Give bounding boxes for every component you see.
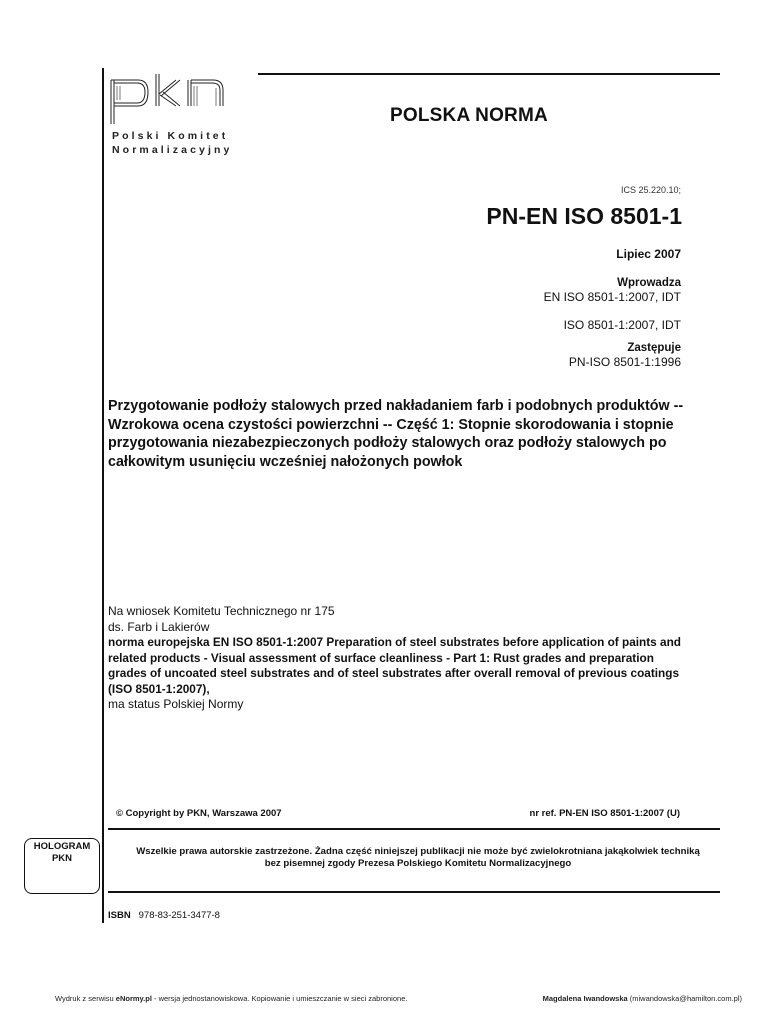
rights-rule — [108, 891, 720, 893]
request-line: Na wniosek Komitetu Technicznego nr 175 — [108, 604, 335, 618]
isbn-value: 978-83-251-3477-8 — [138, 910, 220, 921]
left-vertical-rule — [102, 68, 104, 923]
introduces-label: Wprowadza — [617, 277, 681, 289]
hologram-label: HOLOGRAM — [33, 841, 91, 852]
isbn-line — [108, 910, 220, 921]
standard-number: PN-EN ISO 8501-1 — [486, 203, 682, 229]
hologram-box — [24, 838, 100, 894]
licensee-name: Magdalena Iwandowska — [542, 994, 628, 1003]
licensee-email: (miwandowska@hamilton.com.pl) — [627, 994, 742, 1003]
ics-code: ICS 25.220.10; — [620, 185, 681, 195]
request-bold-line: norma europejska EN ISO 8501-1:2007 Preparation of steel substrates before application of paints and — [108, 635, 681, 649]
footer-print-notice — [55, 994, 407, 1003]
copyright-text: © Copyright by PKN, Warszawa 2007 — [116, 808, 282, 819]
request-bold-line: grades of uncoated steel substrates and of steel substrates after overall removal of previous coatings — [108, 666, 680, 680]
footer-suffix: - wersja jednostanowiskowa. Kopiowanie i umieszczanie w sieci zabronione. — [151, 994, 408, 1003]
logo-text-line2: Normalizacyjny — [112, 144, 233, 156]
request-line: ds. Farb i Lakierów — [108, 619, 210, 634]
request-line: ma status Polskiej Normy — [108, 697, 244, 711]
reference-number: nr ref. PN-EN ISO 8501-1:2007 (U) — [529, 808, 680, 819]
header-rule — [258, 73, 720, 75]
rights-notice — [108, 846, 728, 870]
request-bold-line: related products - Visual assessment of surface cleanliness - Part 1: Rust grades and preparation — [108, 650, 654, 665]
introduces-value: EN ISO 8501-1:2007, IDT — [543, 290, 681, 304]
publication-date: Lipiec 2007 — [616, 247, 681, 261]
footer-brand-link[interactable]: eNormy.pl — [115, 994, 152, 1003]
footer-licensee — [543, 994, 742, 1003]
title-line: całkowitym usunięciu wcześniej nałożonych powłok — [108, 453, 463, 470]
title-line: Przygotowanie podłoży stalowych przed nakładaniem farb i podobnych produktów -- — [108, 398, 684, 414]
document-type-title: POLSKA NORMA — [390, 105, 548, 126]
replaces-label: Zastępuje — [627, 342, 681, 354]
committee-request-block — [108, 604, 728, 713]
footer-prefix: Wydruk z serwisu — [55, 994, 116, 1003]
hologram-sublabel: PKN — [51, 853, 73, 864]
replaces-value: PN-ISO 8501-1:1996 — [568, 355, 681, 369]
pkn-logo-icon — [108, 72, 248, 128]
title-line: przygotowania niezabezpieczonych podłoży stalowych oraz podłoży stalowych po — [108, 435, 667, 451]
copyright-rule — [108, 828, 720, 830]
logo-text-line1: Polski Komitet — [112, 130, 229, 142]
standard-title — [108, 397, 728, 471]
rights-line: bez pisemnej zgody Prezesa Polskiego Komitetu Normalizacyjnego — [264, 858, 572, 869]
rights-line: Wszelkie prawa autorskie zastrzeżone. Żadna część niniejszej publikacji nie może być zwielokrotniana jakąkolwiek techniką — [136, 846, 700, 857]
isbn-label: ISBN — [108, 910, 131, 921]
iso-value: ISO 8501-1:2007, IDT — [563, 318, 681, 332]
request-bold-line: (ISO 8501-1:2007), — [108, 681, 210, 696]
title-line: Wzrokowa ocena czystości powierzchni -- Część 1: Stopnie skorodowania i stopnie — [108, 416, 674, 433]
